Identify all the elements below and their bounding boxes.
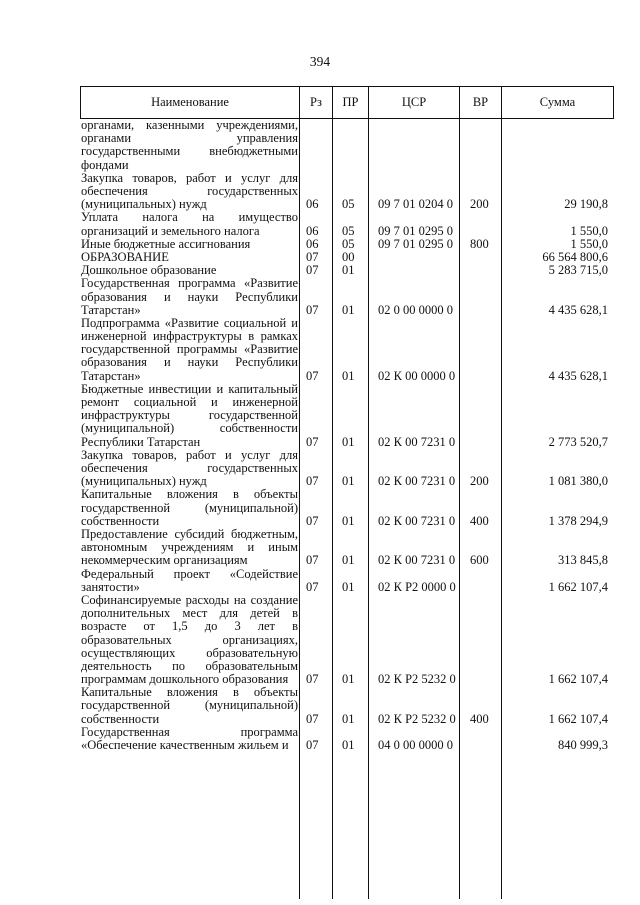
row-csr: 02 К 00 7231 0	[378, 434, 456, 449]
table-row	[80, 277, 614, 317]
budget-table	[80, 86, 614, 753]
row-name-line: Республики Татарстан	[81, 435, 201, 449]
row-pr: 01	[342, 368, 355, 383]
row-vr: 400	[470, 513, 489, 528]
table-row	[80, 264, 614, 277]
row-name-line: ремонт социальной и инженерной	[81, 396, 298, 410]
row-name-line: (муниципальной) собственности	[81, 422, 298, 436]
row-name-line: Подпрограмма «Развитие социальной и	[81, 316, 298, 330]
row-name	[80, 238, 298, 251]
row-name	[80, 568, 298, 594]
row-name-line: образовательных организациях,	[81, 633, 298, 647]
row-name-line: Дошкольное образование	[81, 264, 217, 278]
row-name-line: собственности	[81, 712, 160, 726]
row-csr: 09 7 01 0204 0	[378, 197, 453, 212]
row-name-line: государственными внебюджетными	[81, 145, 298, 159]
row-name	[80, 317, 298, 383]
row-name	[80, 488, 298, 528]
row-rz: 06	[306, 197, 319, 212]
row-csr: 04 0 00 0000 0	[378, 738, 453, 753]
row-pr: 05	[342, 236, 355, 251]
row-name-line: программам дошкольного образования	[81, 673, 289, 687]
row-pr: 01	[342, 711, 355, 726]
row-sum: 313 845,8	[558, 553, 608, 568]
row-name-line: Татарстан»	[81, 369, 141, 383]
row-sum: 1 550,0	[570, 223, 608, 238]
row-name-line: (муниципальных) нужд	[81, 475, 207, 489]
row-csr: 02 К 00 7231 0	[378, 474, 456, 489]
row-name-line: Капитальные вложения в объекты	[81, 488, 298, 502]
row-csr: 02 К 00 7231 0	[378, 553, 456, 568]
row-rz: 07	[306, 368, 319, 383]
row-name-line: органами управления	[81, 132, 298, 146]
row-name-line: Уплата налога на имущество	[81, 211, 298, 225]
row-vr: 400	[470, 711, 489, 726]
table-row	[80, 726, 614, 752]
row-rz: 07	[306, 579, 319, 594]
row-name-line: образования и науки Республики	[81, 356, 298, 370]
row-name-line: дополнительных мест для детей в	[81, 607, 298, 621]
row-name-line: образования и науки Республики	[81, 290, 298, 304]
page-number: 394	[309, 54, 331, 69]
row-vr: 200	[470, 197, 489, 212]
row-rz: 07	[306, 263, 319, 278]
row-name-line: Софинансируемые расходы на создание	[81, 593, 298, 607]
row-name-line: Федеральный проект «Содействие	[81, 567, 298, 581]
table-row	[80, 172, 614, 212]
row-name-line: осуществляющих образовательную	[81, 646, 298, 660]
row-name-line: организаций и земельного налога	[81, 224, 260, 238]
row-name	[80, 264, 298, 277]
table-row	[80, 568, 614, 594]
row-name-line: обеспечения государственных	[81, 462, 298, 476]
table-row	[80, 449, 614, 489]
row-csr: 09 7 01 0295 0	[378, 223, 453, 238]
row-name	[80, 528, 298, 568]
table-row	[80, 383, 614, 449]
row-name	[80, 594, 298, 686]
table-row	[80, 686, 614, 726]
row-name-line: Иные бюджетные ассигнования	[81, 237, 251, 251]
row-name-line: государственной программы «Развитие	[81, 343, 298, 357]
row-name-line: некоммерческим организациям	[81, 554, 248, 568]
row-csr: 09 7 01 0295 0	[378, 236, 453, 251]
row-name	[80, 119, 298, 172]
header-csr: ЦСР	[369, 87, 460, 118]
table-row	[80, 317, 614, 383]
row-rz: 07	[306, 249, 319, 264]
row-name-line: Закупка товаров, работ и услуг для	[81, 171, 298, 185]
row-sum: 1 662 107,4	[548, 672, 608, 687]
row-name-line: фондами	[81, 158, 129, 172]
row-rz: 07	[306, 672, 319, 687]
table-body	[80, 119, 614, 899]
row-sum: 1 550,0	[570, 236, 608, 251]
header-name: Наименование	[81, 87, 300, 118]
row-rz: 07	[306, 474, 319, 489]
table-row	[80, 119, 614, 172]
table-rows	[80, 119, 614, 752]
row-pr: 01	[342, 579, 355, 594]
row-sum: 1 378 294,9	[548, 513, 608, 528]
row-name-line: Закупка товаров, работ и услуг для	[81, 448, 298, 462]
row-sum: 4 435 628,1	[548, 368, 608, 383]
row-name-line: (муниципальных) нужд	[81, 198, 207, 212]
table-header	[80, 86, 614, 119]
row-name-line: собственности	[81, 514, 160, 528]
row-sum: 29 190,8	[564, 197, 608, 212]
row-pr: 01	[342, 474, 355, 489]
row-rz: 07	[306, 711, 319, 726]
row-pr: 05	[342, 223, 355, 238]
row-sum: 4 435 628,1	[548, 302, 608, 317]
row-name-line: государственной (муниципальной)	[81, 699, 298, 713]
row-sum: 5 283 715,0	[548, 263, 608, 278]
row-sum: 1 081 380,0	[548, 474, 608, 489]
row-name-line: Бюджетные инвестиции и капитальный	[81, 382, 298, 396]
row-name-line: Татарстан»	[81, 303, 141, 317]
row-sum: 840 999,3	[558, 738, 608, 753]
row-csr: 02 0 00 0000 0	[378, 302, 453, 317]
row-csr: 02 К Р2 0000 0	[378, 579, 456, 594]
row-name-line: Государственная программа	[81, 725, 298, 739]
row-rz: 07	[306, 302, 319, 317]
row-name-line: автономным учреждениям и иным	[81, 541, 298, 555]
row-name-line: Капитальные вложения в объекты	[81, 686, 298, 700]
row-pr: 01	[342, 553, 355, 568]
row-name-line: Предоставление субсидий бюджетным,	[81, 527, 298, 541]
row-rz: 07	[306, 553, 319, 568]
row-name	[80, 726, 298, 752]
row-vr: 800	[470, 236, 489, 251]
row-rz: 07	[306, 513, 319, 528]
row-rz: 06	[306, 236, 319, 251]
row-pr: 01	[342, 302, 355, 317]
row-name	[80, 383, 298, 449]
table-row	[80, 528, 614, 568]
row-vr: 200	[470, 474, 489, 489]
row-name-line: ОБРАЗОВАНИЕ	[81, 250, 169, 264]
table-row	[80, 211, 614, 237]
row-pr: 01	[342, 434, 355, 449]
header-rz: Рз	[300, 87, 333, 118]
row-name	[80, 172, 298, 212]
row-csr: 02 К 00 7231 0	[378, 513, 456, 528]
row-name	[80, 277, 298, 317]
row-sum: 1 662 107,4	[548, 711, 608, 726]
row-name-line: государственной (муниципальной)	[81, 501, 298, 515]
row-pr: 05	[342, 197, 355, 212]
row-name-line: занятости»	[81, 580, 140, 594]
row-sum: 2 773 520,7	[548, 434, 608, 449]
row-name-line: инженерной инфраструктуры в рамках	[81, 330, 298, 344]
row-rz: 07	[306, 434, 319, 449]
table-row	[80, 488, 614, 528]
row-name	[80, 211, 298, 237]
row-vr: 600	[470, 553, 489, 568]
row-sum: 1 662 107,4	[548, 579, 608, 594]
row-name	[80, 686, 298, 726]
row-name-line: Государственная программа «Развитие	[81, 277, 298, 291]
row-csr: 02 К 00 0000 0	[378, 368, 456, 383]
row-csr: 02 К Р2 5232 0	[378, 672, 456, 687]
row-sum: 66 564 800,6	[542, 249, 608, 264]
row-name-line: органами, казенными учреждениями,	[81, 119, 298, 132]
row-pr: 01	[342, 672, 355, 687]
table-row	[80, 238, 614, 251]
row-name-line: обеспечения государственных	[81, 184, 298, 198]
row-pr: 01	[342, 263, 355, 278]
header-sum: Сумма	[539, 95, 576, 109]
row-rz: 06	[306, 223, 319, 238]
row-csr: 02 К Р2 5232 0	[378, 711, 456, 726]
row-pr: 00	[342, 249, 355, 264]
row-name	[80, 449, 298, 489]
row-name-line: деятельность по образовательным	[81, 659, 298, 673]
header-pr: ПР	[333, 87, 369, 118]
table-row	[80, 594, 614, 686]
row-name-line: инфраструктуры государственной	[81, 409, 298, 423]
row-name-line: возрасте от 1,5 до 3 лет в	[81, 620, 298, 634]
row-rz: 07	[306, 738, 319, 753]
header-vr: ВР	[460, 87, 502, 118]
row-pr: 01	[342, 513, 355, 528]
row-name	[80, 251, 298, 264]
row-name-line: «Обеспечение качественным жильем и	[81, 739, 289, 753]
row-pr: 01	[342, 738, 355, 753]
